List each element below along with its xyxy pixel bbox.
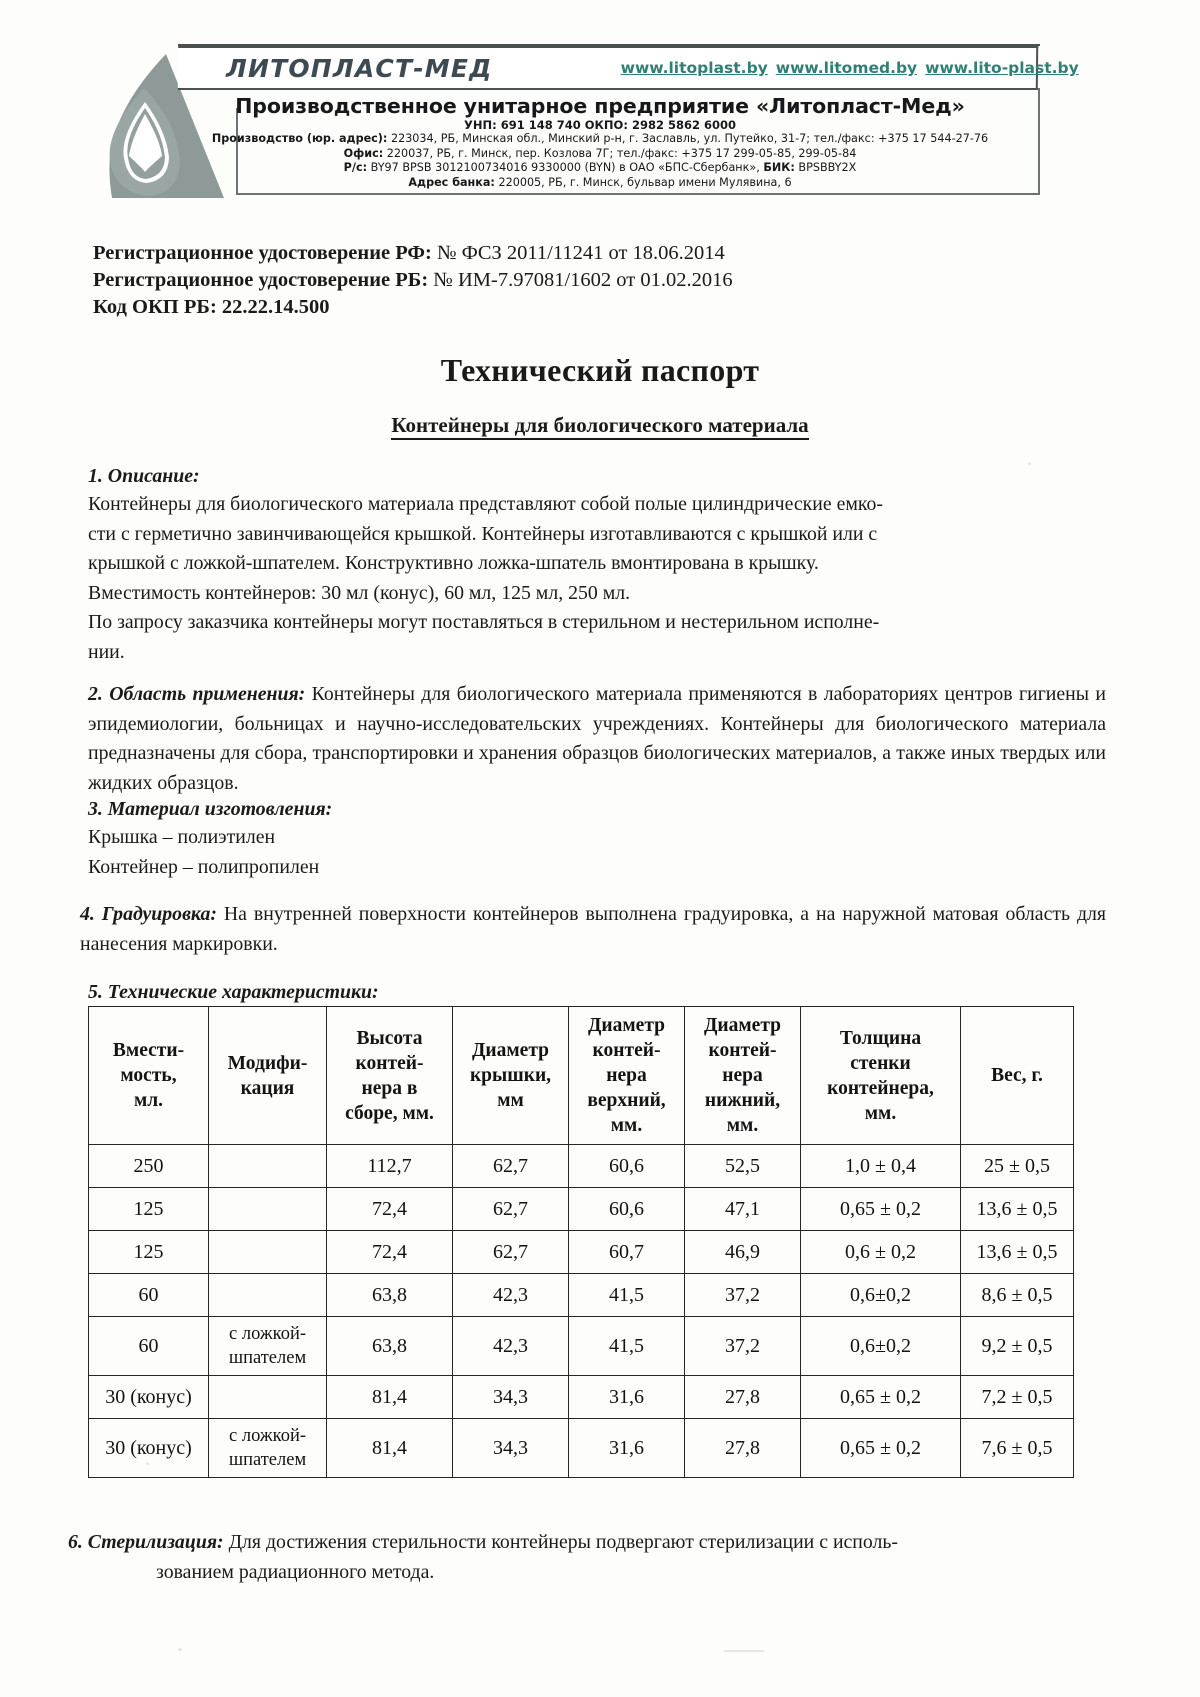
- bank-value: 220005, РБ, г. Минск, бульвар имени Мулявина, 6: [498, 176, 792, 189]
- cell-wall-thickness: 0,65 ± 0,2: [801, 1188, 961, 1231]
- col-header-upper-diameter: [569, 1007, 685, 1145]
- table-row: [89, 1274, 1074, 1317]
- table-row: [89, 1145, 1074, 1188]
- section-5-title: 5. Технические характеристики:: [88, 981, 379, 1003]
- cell-height: 63,8: [327, 1317, 453, 1376]
- table-row: [89, 1317, 1074, 1376]
- cell-capacity: 30 (конус): [89, 1376, 209, 1419]
- col-header-wall-thickness-text: Толщина стенки контейнера, мм.: [827, 1027, 934, 1124]
- col-header-weight: [961, 1007, 1074, 1145]
- website-link-litoplast-alt[interactable]: www.lito-plast.by: [925, 59, 1079, 77]
- table-row: [89, 1188, 1074, 1231]
- company-office-line: [0, 147, 1200, 160]
- company-name: Производственное унитарное предприятие «Литопласт-Мед»: [235, 94, 965, 118]
- registration-rf-line: [93, 240, 1103, 267]
- document-subtitle-text: Контейнеры для биологического материала: [391, 413, 808, 440]
- section-5-heading: [88, 978, 1106, 1008]
- section-3-body: [88, 823, 1106, 882]
- section-1-line-3: крышкой с ложкой-шпателем. Конструктивно ложка-шпатель вмонтирована в крышку.: [88, 552, 819, 574]
- bik-value: BPSBBY2X: [798, 161, 857, 174]
- section-2-title: 2. Область применения:: [88, 683, 306, 705]
- cell-lower-diameter: 47,1: [685, 1188, 801, 1231]
- cell-height: 72,4: [327, 1231, 453, 1274]
- cell-cap-diameter: 62,7: [453, 1145, 569, 1188]
- cell-lower-diameter: 27,8: [685, 1376, 801, 1419]
- section-6-line-2: зованием радиационного метода.: [156, 1560, 435, 1583]
- col-header-capacity-text: Вмести- мость, мл.: [112, 1040, 185, 1111]
- col-header-cap-diameter-text: Диаметр крышки, мм: [469, 1040, 552, 1111]
- cell-lower-diameter: 27,8: [685, 1419, 801, 1478]
- cell-weight: 7,6 ± 0,5: [961, 1419, 1074, 1478]
- cell-modification: [209, 1145, 327, 1188]
- registration-rb-value: № ИМ-7.97081/1602 от 01.02.2016: [433, 269, 733, 291]
- section-3-heading: [88, 795, 1106, 825]
- cell-wall-thickness: 0,6±0,2: [801, 1317, 961, 1376]
- cell-modification: [209, 1231, 327, 1274]
- section-1-line-5: По запросу заказчика контейнеры могут поставляться в стерильном и нестерильном исполне-: [88, 611, 880, 633]
- company-account-line: [0, 161, 1200, 174]
- cell-cap-diameter: 42,3: [453, 1274, 569, 1317]
- section-1-heading: [88, 462, 1106, 492]
- cell-cap-diameter: 62,7: [453, 1188, 569, 1231]
- cell-lower-diameter: 37,2: [685, 1317, 801, 1376]
- cell-upper-diameter: 41,5: [569, 1317, 685, 1376]
- section-6-title: 6. Стерилизация:: [68, 1531, 224, 1553]
- okp-line: [93, 294, 1103, 321]
- col-header-height-text: Высота контей- нера в сборе, мм.: [345, 1027, 434, 1124]
- col-header-lower-diameter-text: Диаметр контей- нера нижний, мм.: [703, 1015, 781, 1136]
- cell-wall-thickness: 1,0 ± 0,4: [801, 1145, 961, 1188]
- col-header-wall-thickness: [801, 1007, 961, 1145]
- registration-rf-label: Регистрационное удостоверение РФ:: [93, 242, 432, 264]
- website-link-litoplast[interactable]: www.litoplast.by: [620, 59, 768, 77]
- brand-wordmark: ЛИТОПЛАСТ-МЕД: [226, 53, 493, 83]
- unp-text: УНП: 691 148 740 ОКПО: 2982 5862 6000: [464, 118, 736, 132]
- company-bank-line: [0, 176, 1200, 189]
- cell-modification: с ложкой- шпателем: [209, 1419, 327, 1478]
- cell-upper-diameter: 31,6: [569, 1376, 685, 1419]
- section-1-line-2: сти с герметично завинчивающейся крышкой. Контейнеры изготавливаются с крышкой или с: [88, 522, 878, 545]
- section-1-line-6: нии.: [88, 640, 125, 663]
- cell-upper-diameter: 31,6: [569, 1419, 685, 1478]
- col-header-modification: [209, 1007, 327, 1145]
- cell-height: 81,4: [327, 1376, 453, 1419]
- registration-block: [93, 240, 1103, 321]
- brand-bar-content: [178, 46, 1079, 90]
- section-6-line-1: Для достижения стерильности контейнеры подвергают стерилизации с исполь-: [228, 1531, 899, 1553]
- page-title: Технический паспорт: [440, 352, 760, 388]
- cell-modification: [209, 1188, 327, 1231]
- account-value: BY97 BPSB 3012100734016 9330000 (BYN) в ОАО «БПС-Сбербанк»,: [370, 161, 760, 174]
- cell-height: 81,4: [327, 1419, 453, 1478]
- cell-weight: 13,6 ± 0,5: [961, 1231, 1074, 1274]
- bank-label: Адрес банка:: [408, 176, 495, 189]
- cell-capacity: 60: [89, 1274, 209, 1317]
- cell-wall-thickness: 0,65 ± 0,2: [801, 1376, 961, 1419]
- cell-upper-diameter: 41,5: [569, 1274, 685, 1317]
- registration-rb-line: [93, 267, 1103, 294]
- letterhead-bottom-rule: [236, 193, 1040, 195]
- bik-label: БИК:: [763, 161, 795, 174]
- cell-capacity: 125: [89, 1231, 209, 1274]
- cell-cap-diameter: 62,7: [453, 1231, 569, 1274]
- company-unp-line: [0, 118, 1200, 132]
- cell-capacity: 30 (конус): [89, 1419, 209, 1478]
- section-3-line-2: Контейнер – полипропилен: [88, 855, 320, 878]
- registration-rf-value: № ФСЗ 2011/11241 от 18.06.2014: [436, 242, 725, 264]
- scan-speck: [146, 1462, 149, 1465]
- col-header-height: [327, 1007, 453, 1145]
- cell-wall-thickness: 0,6 ± 0,2: [801, 1231, 961, 1274]
- section-1-body: [88, 490, 1106, 667]
- col-header-cap-diameter: [453, 1007, 569, 1145]
- section-3-title: 3. Материал изготовления:: [88, 798, 333, 820]
- cell-cap-diameter: 34,3: [453, 1376, 569, 1419]
- cell-height: 112,7: [327, 1145, 453, 1188]
- section-2-body: Контейнеры для биологического материала применяются в лабораториях центров гигиены и эпидемиологии, больницах и научно-исследовательских учреждениях. Контейнеры для биологического материала предназначены для сбора, транспортировки и хранения образцов биологических материалов, а также иных твердых или жидких образцов.: [88, 683, 1107, 794]
- cell-height: 72,4: [327, 1188, 453, 1231]
- office-label: Офис:: [343, 147, 384, 160]
- col-header-upper-diameter-text: Диаметр контей- нера верхний, мм.: [587, 1015, 666, 1136]
- letterhead: [0, 0, 1200, 205]
- production-value: 223034, РБ, Минская обл., Минский р-н, г. Заславль, ул. Путейко, 31-7; тел./факс: +375 17 544-27-76: [390, 132, 989, 145]
- cell-weight: 13,6 ± 0,5: [961, 1188, 1074, 1231]
- cell-cap-diameter: 42,3: [453, 1317, 569, 1376]
- account-label: Р/с:: [343, 161, 368, 174]
- cell-capacity: 250: [89, 1145, 209, 1188]
- cell-capacity: 60: [89, 1317, 209, 1376]
- cell-upper-diameter: 60,6: [569, 1145, 685, 1188]
- document-subtitle: [0, 413, 1200, 438]
- table-row: [89, 1419, 1074, 1478]
- registration-rb-label: Регистрационное удостоверение РБ:: [93, 269, 429, 291]
- cell-wall-thickness: 0,65 ± 0,2: [801, 1419, 961, 1478]
- section-4-body: На внутренней поверхности контейнеров выполнена градуировка, а на наружной матовая область для нанесения маркировки.: [80, 903, 1106, 955]
- section-1-title: 1. Описание:: [88, 465, 200, 487]
- cell-upper-diameter: 60,7: [569, 1231, 685, 1274]
- website-links[interactable]: [621, 59, 1087, 77]
- col-header-lower-diameter: [685, 1007, 801, 1145]
- section-4: [80, 900, 1106, 959]
- section-1-line-4: Вместимость контейнеров: 30 мл (конус), 60 мл, 125 мл, 250 мл.: [88, 581, 631, 604]
- col-header-weight-text: Вес, г.: [991, 1065, 1043, 1086]
- office-value: 220037, РБ, г. Минск, пер. Козлова 7Г; тел./факс: +375 17 299-05-85, 299-05-84: [386, 147, 857, 160]
- cell-capacity: 125: [89, 1188, 209, 1231]
- cell-lower-diameter: 46,9: [685, 1231, 801, 1274]
- cell-lower-diameter: 52,5: [685, 1145, 801, 1188]
- cell-lower-diameter: 37,2: [685, 1274, 801, 1317]
- cell-upper-diameter: 60,6: [569, 1188, 685, 1231]
- production-label: Производство (юр. адрес):: [211, 132, 388, 145]
- col-header-capacity: [89, 1007, 209, 1145]
- cell-cap-diameter: 34,3: [453, 1419, 569, 1478]
- spec-table-wrapper: [88, 1006, 1073, 1478]
- website-link-litomed[interactable]: www.litomed.by: [775, 59, 918, 77]
- spec-table: [88, 1006, 1074, 1478]
- cell-modification: [209, 1274, 327, 1317]
- spec-table-body: [89, 1145, 1074, 1478]
- cell-modification: [209, 1376, 327, 1419]
- scan-speck: [1028, 462, 1031, 465]
- table-row: [89, 1376, 1074, 1419]
- cell-weight: 9,2 ± 0,5: [961, 1317, 1074, 1376]
- section-2: [88, 680, 1106, 798]
- section-6: [68, 1528, 1106, 1587]
- cell-height: 63,8: [327, 1274, 453, 1317]
- col-header-modification-text: Модифи- кация: [227, 1052, 308, 1099]
- cell-wall-thickness: 0,6±0,2: [801, 1274, 961, 1317]
- okp-label: Код ОКП РБ:: [93, 296, 217, 318]
- company-production-line: [0, 132, 1200, 145]
- scan-speck: [178, 1648, 182, 1651]
- cell-modification: с ложкой- шпателем: [209, 1317, 327, 1376]
- cell-weight: 7,2 ± 0,5: [961, 1376, 1074, 1419]
- table-row: [89, 1231, 1074, 1274]
- section-1-line-1: Контейнеры для биологического материала представляют собой полые цилиндрические емко-: [88, 493, 883, 515]
- scan-speck: [724, 1650, 764, 1652]
- cell-weight: 25 ± 0,5: [961, 1145, 1074, 1188]
- section-4-title: 4. Градуировка:: [80, 903, 217, 925]
- okp-value: 22.22.14.500: [221, 296, 330, 318]
- table-header-row: [89, 1007, 1074, 1145]
- section-3-line-1: Крышка – полиэтилен: [88, 826, 276, 848]
- cell-weight: 8,6 ± 0,5: [961, 1274, 1074, 1317]
